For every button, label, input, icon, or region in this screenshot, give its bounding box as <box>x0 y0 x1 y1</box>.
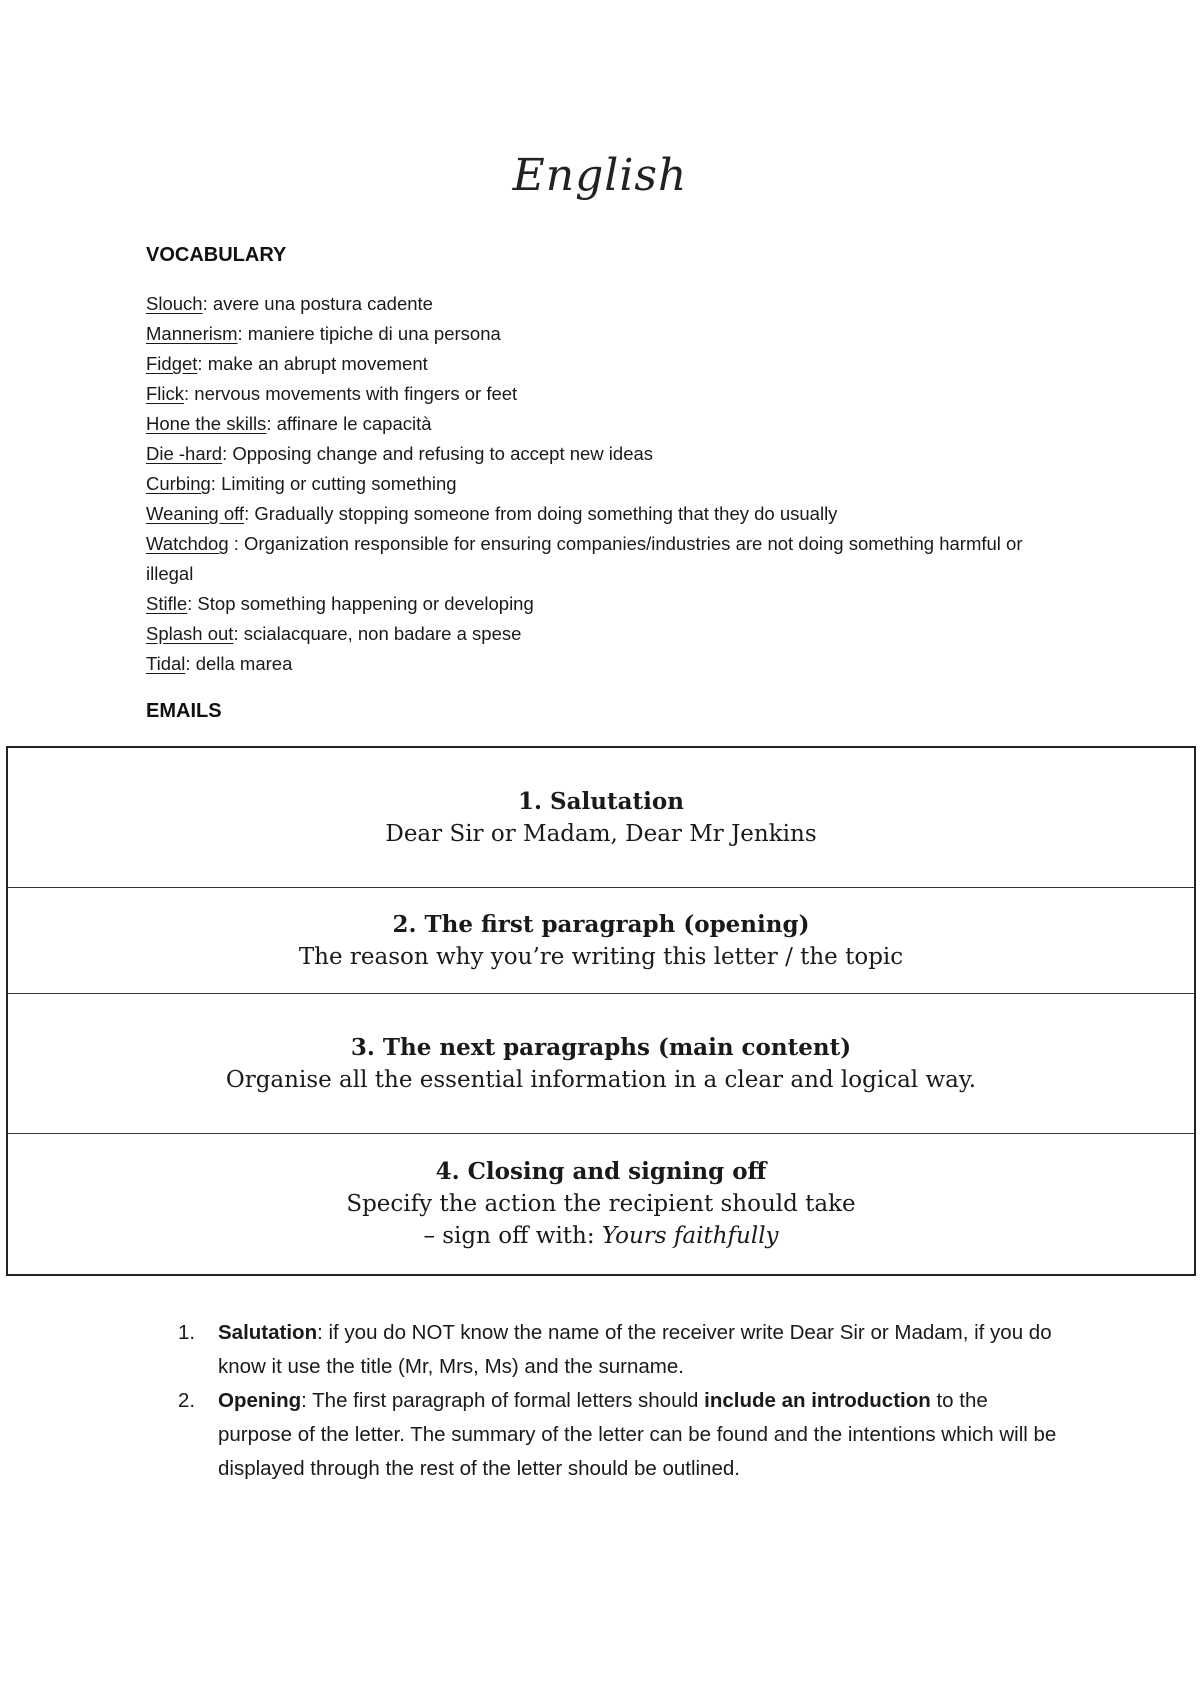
vocab-term: Hone the skills <box>146 413 267 434</box>
vocab-separator: : <box>184 383 190 404</box>
vocab-term: Die -hard <box>146 443 223 464</box>
note-number: 1. <box>178 1321 196 1344</box>
vocab-definition: scialacquare, non badare a spese <box>238 623 522 644</box>
vocab-item <box>146 499 1046 529</box>
vocab-term: Splash out <box>146 623 234 644</box>
email-structure-table <box>6 746 1196 1276</box>
note-label: Opening <box>218 1389 302 1412</box>
vocab-term: Weaning off <box>146 503 245 524</box>
email-row-closing <box>8 1134 1194 1274</box>
note-text: : The first paragraph of formal letters should <box>301 1389 705 1412</box>
vocab-definition: Gradually stopping someone from doing something that they do usually <box>249 503 838 524</box>
notes-list <box>178 1316 1058 1486</box>
email-row-text: Organise all the essential information in a clear and logical way. <box>225 1066 977 1093</box>
vocab-definition: maniere tipiche di una persona <box>242 323 501 344</box>
vocab-definition: make an abrupt movement <box>202 353 428 374</box>
vocab-item <box>146 589 1046 619</box>
email-row-text: Specify the action the recipient should take <box>346 1191 856 1217</box>
vocab-definition: Limiting or cutting something <box>215 473 457 494</box>
emails-heading: EMAILS <box>146 700 222 722</box>
vocab-item <box>146 289 1046 319</box>
vocab-separator: : <box>233 623 239 644</box>
vocab-separator: : <box>266 413 272 434</box>
vocab-term: Slouch <box>146 293 203 314</box>
note-item <box>178 1316 1058 1384</box>
vocabulary-list <box>146 289 1046 679</box>
signoff-prefix: – sign off with: <box>423 1223 602 1249</box>
vocab-separator: : <box>185 653 191 674</box>
vocab-separator: : <box>210 473 216 494</box>
vocab-item <box>146 319 1046 349</box>
vocab-item <box>146 379 1046 409</box>
vocab-item <box>146 529 1046 589</box>
email-row-signoff <box>8 1220 1194 1252</box>
vocab-definition: avere una postura cadente <box>207 293 433 314</box>
page-title: English <box>512 150 688 201</box>
email-row-text: The reason why you’re writing this letter / the topic <box>298 943 904 970</box>
email-row-salutation <box>8 748 1194 888</box>
email-row-main-content <box>8 994 1194 1134</box>
vocab-separator: : <box>187 593 193 614</box>
vocab-term: Watchdog <box>146 533 229 554</box>
note-text: : if you do NOT know the name of the receiver write Dear Sir or Madam, if you do know it use the title (Mr, Mrs, Ms) and the surname. <box>218 1321 1052 1378</box>
vocab-definition: della marea <box>190 653 293 674</box>
vocab-item <box>146 619 1046 649</box>
vocab-item <box>146 439 1046 469</box>
email-row-title: 2. The first paragraph (opening) <box>392 910 810 938</box>
note-text: to the purpose of the letter. The summary of the letter can be found and the intentions which will be displayed through the rest of the letter should be outlined. <box>218 1389 1057 1480</box>
vocab-definition: Opposing change and refusing to accept new ideas <box>227 443 654 464</box>
vocab-item <box>146 649 1046 679</box>
vocab-separator: : <box>197 353 203 374</box>
email-row-title: 1. Salutation <box>518 787 684 815</box>
vocab-item <box>146 409 1046 439</box>
email-row-text: Dear Sir or Madam, Dear Mr Jenkins <box>385 820 817 847</box>
email-row-title: 3. The next paragraphs (main content) <box>350 1033 852 1061</box>
vocab-term: Tidal <box>146 653 186 674</box>
vocab-separator: : <box>237 323 243 344</box>
signoff-phrase: Yours faithfully <box>601 1223 779 1249</box>
vocab-separator: : <box>222 443 228 464</box>
vocab-term: Fidget <box>146 353 198 374</box>
vocabulary-heading: VOCABULARY <box>146 244 287 266</box>
vocab-separator: : <box>228 533 239 554</box>
vocab-item <box>146 469 1046 499</box>
email-row-title: 4. Closing and signing off <box>435 1158 767 1185</box>
note-label: Salutation <box>218 1321 318 1344</box>
vocab-separator: : <box>244 503 250 524</box>
vocab-definition: Stop something happening or developing <box>192 593 534 614</box>
note-item <box>178 1384 1058 1486</box>
vocab-definition: affinare le capacità <box>271 413 432 434</box>
note-emphasis: include an introduction <box>704 1389 931 1412</box>
note-number: 2. <box>178 1389 196 1412</box>
vocab-term: Curbing <box>146 473 211 494</box>
email-row-opening <box>8 888 1194 994</box>
vocab-definition: nervous movements with fingers or feet <box>189 383 518 404</box>
vocab-definition: Organization responsible for ensuring companies/industries are not doing something harmful or illegal <box>146 533 1023 584</box>
vocab-item <box>146 349 1046 379</box>
vocab-term: Flick <box>146 383 185 404</box>
vocab-term: Mannerism <box>146 323 238 344</box>
vocab-separator: : <box>202 293 208 314</box>
vocab-term: Stifle <box>146 593 188 614</box>
